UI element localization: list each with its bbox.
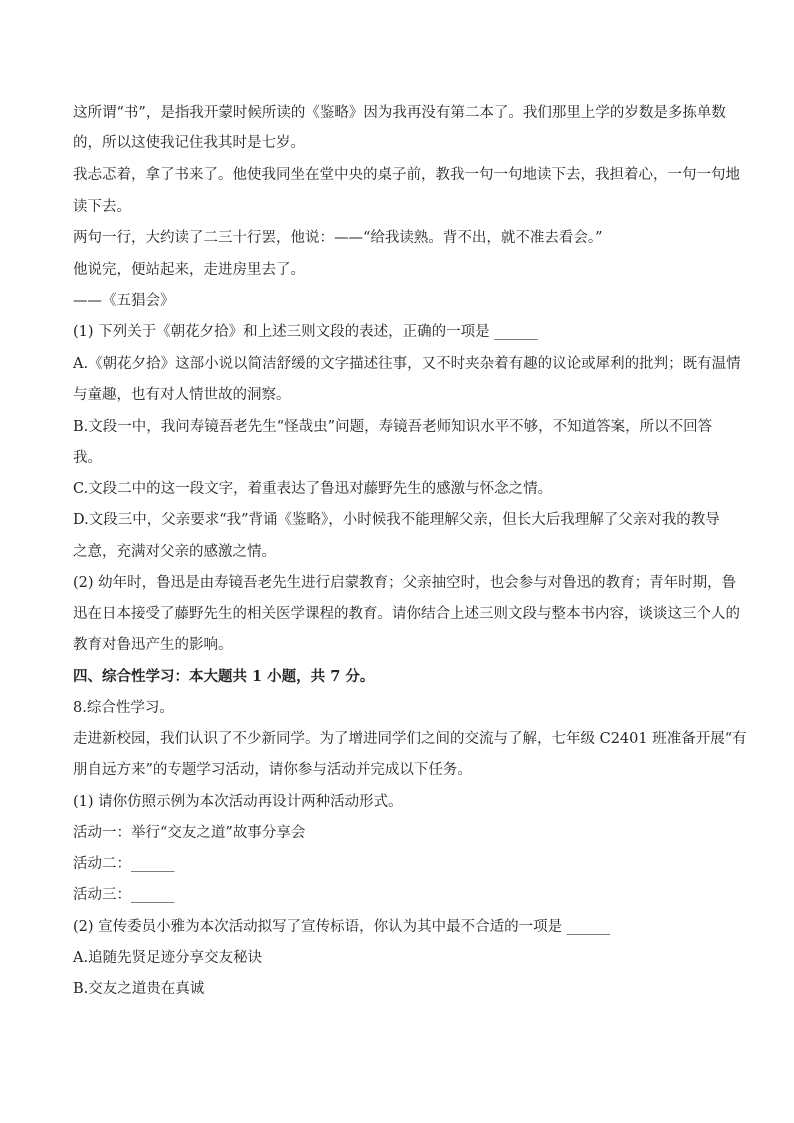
- passage-source: ——《五猖会》: [73, 293, 175, 309]
- question-8-sub-2: (2) 宣传委员小雅为本次活动拟写了宣传标语，你认为其中最不合适的一项是 ______: [73, 919, 611, 935]
- question-1-option-c: C.文段二中的这一段文字，着重表达了鲁迅对藤野先生的感激与怀念之情。: [73, 481, 553, 497]
- slogan-option-a: A.追随先贤足迹分享交友秘诀: [73, 950, 263, 966]
- activity-3-blank: 活动三：______: [73, 887, 175, 903]
- question-1-option-b-line-1: B.文段一中，我问寿镜吾老先生“怪哉虫”问题，寿镜吾老师知识水平不够，不知道答案，所以不回答: [73, 419, 713, 435]
- passage-line-4: 读下去。: [73, 199, 131, 215]
- question-1-stem: (1) 下列关于《朝花夕拾》和上述三则文段的表述，正确的一项是 ______: [73, 324, 538, 340]
- activity-2-blank: 活动二：______: [73, 856, 175, 872]
- question-1-option-a-line-1: A.《朝花夕拾》这部小说以简洁舒缓的文字描述往事，又不时夹杂着有趣的议论或犀利的批判；既有温情: [73, 356, 741, 372]
- passage-line-6: 他说完，便站起来，走进房里去了。: [73, 262, 305, 278]
- question-8-sub-1: (1) 请你仿照示例为本次活动再设计两种活动形式。: [73, 794, 403, 810]
- section-4-heading: 四、综合性学习：本大题共 1 小题，共 7 分。: [73, 668, 375, 685]
- slogan-option-b: B.交友之道贵在真诚: [73, 981, 205, 997]
- question-2-line-3: 教育对鲁迅产生的影响。: [73, 637, 233, 653]
- question-8-intro-line-2: 朋自远方来”的专题学习活动，请你参与活动并完成以下任务。: [73, 762, 472, 778]
- question-1-option-d-line-1: D.文段三中，父亲要求“我”背诵《鉴略》，小时候我不能理解父亲，但长大后我理解了父亲对我的教导: [73, 512, 720, 528]
- question-8-intro-line-1: 走进新校园，我们认识了不少新同学。为了增进同学们之间的交流与了解，七年级 C2401 班准备开展“有: [73, 731, 747, 747]
- passage-line-1: 这所谓“书”，是指我开蒙时候所读的《鉴略》因为我再没有第二本了。我们那里上学的岁数是多拣单数: [73, 105, 726, 121]
- passage-line-5: 两句一行，大约读了二三十行罢，他说：——“给我读熟。背不出，就不准去看会。”: [73, 230, 603, 246]
- question-8-title: 8.综合性学习。: [73, 700, 174, 716]
- question-2-line-2: 迅在日本接受了藤野先生的相关医学课程的教育。请你结合上述三则文段与整本书内容，谈谈这三个人的: [73, 606, 740, 622]
- question-1-option-b-line-2: 我。: [73, 450, 102, 466]
- passage-line-2: 的，所以这使我记住我其时是七岁。: [73, 135, 305, 151]
- question-1-option-a-line-2: 与童趣，也有对人情世故的洞察。: [73, 387, 291, 403]
- question-2-line-1: (2) 幼年时，鲁迅是由寿镜吾老先生进行启蒙教育；父亲抽空时，也会参与对鲁迅的教育；青年时期，鲁: [73, 575, 737, 591]
- activity-1: 活动一：举行“交友之道”故事分享会: [73, 825, 306, 841]
- question-1-option-d-line-2: 之意，充满对父亲的感激之情。: [73, 544, 276, 560]
- passage-line-3: 我忐忑着，拿了书来了。他使我同坐在堂中央的桌子前，教我一句一句地读下去，我担着心，一句一句地: [73, 167, 740, 183]
